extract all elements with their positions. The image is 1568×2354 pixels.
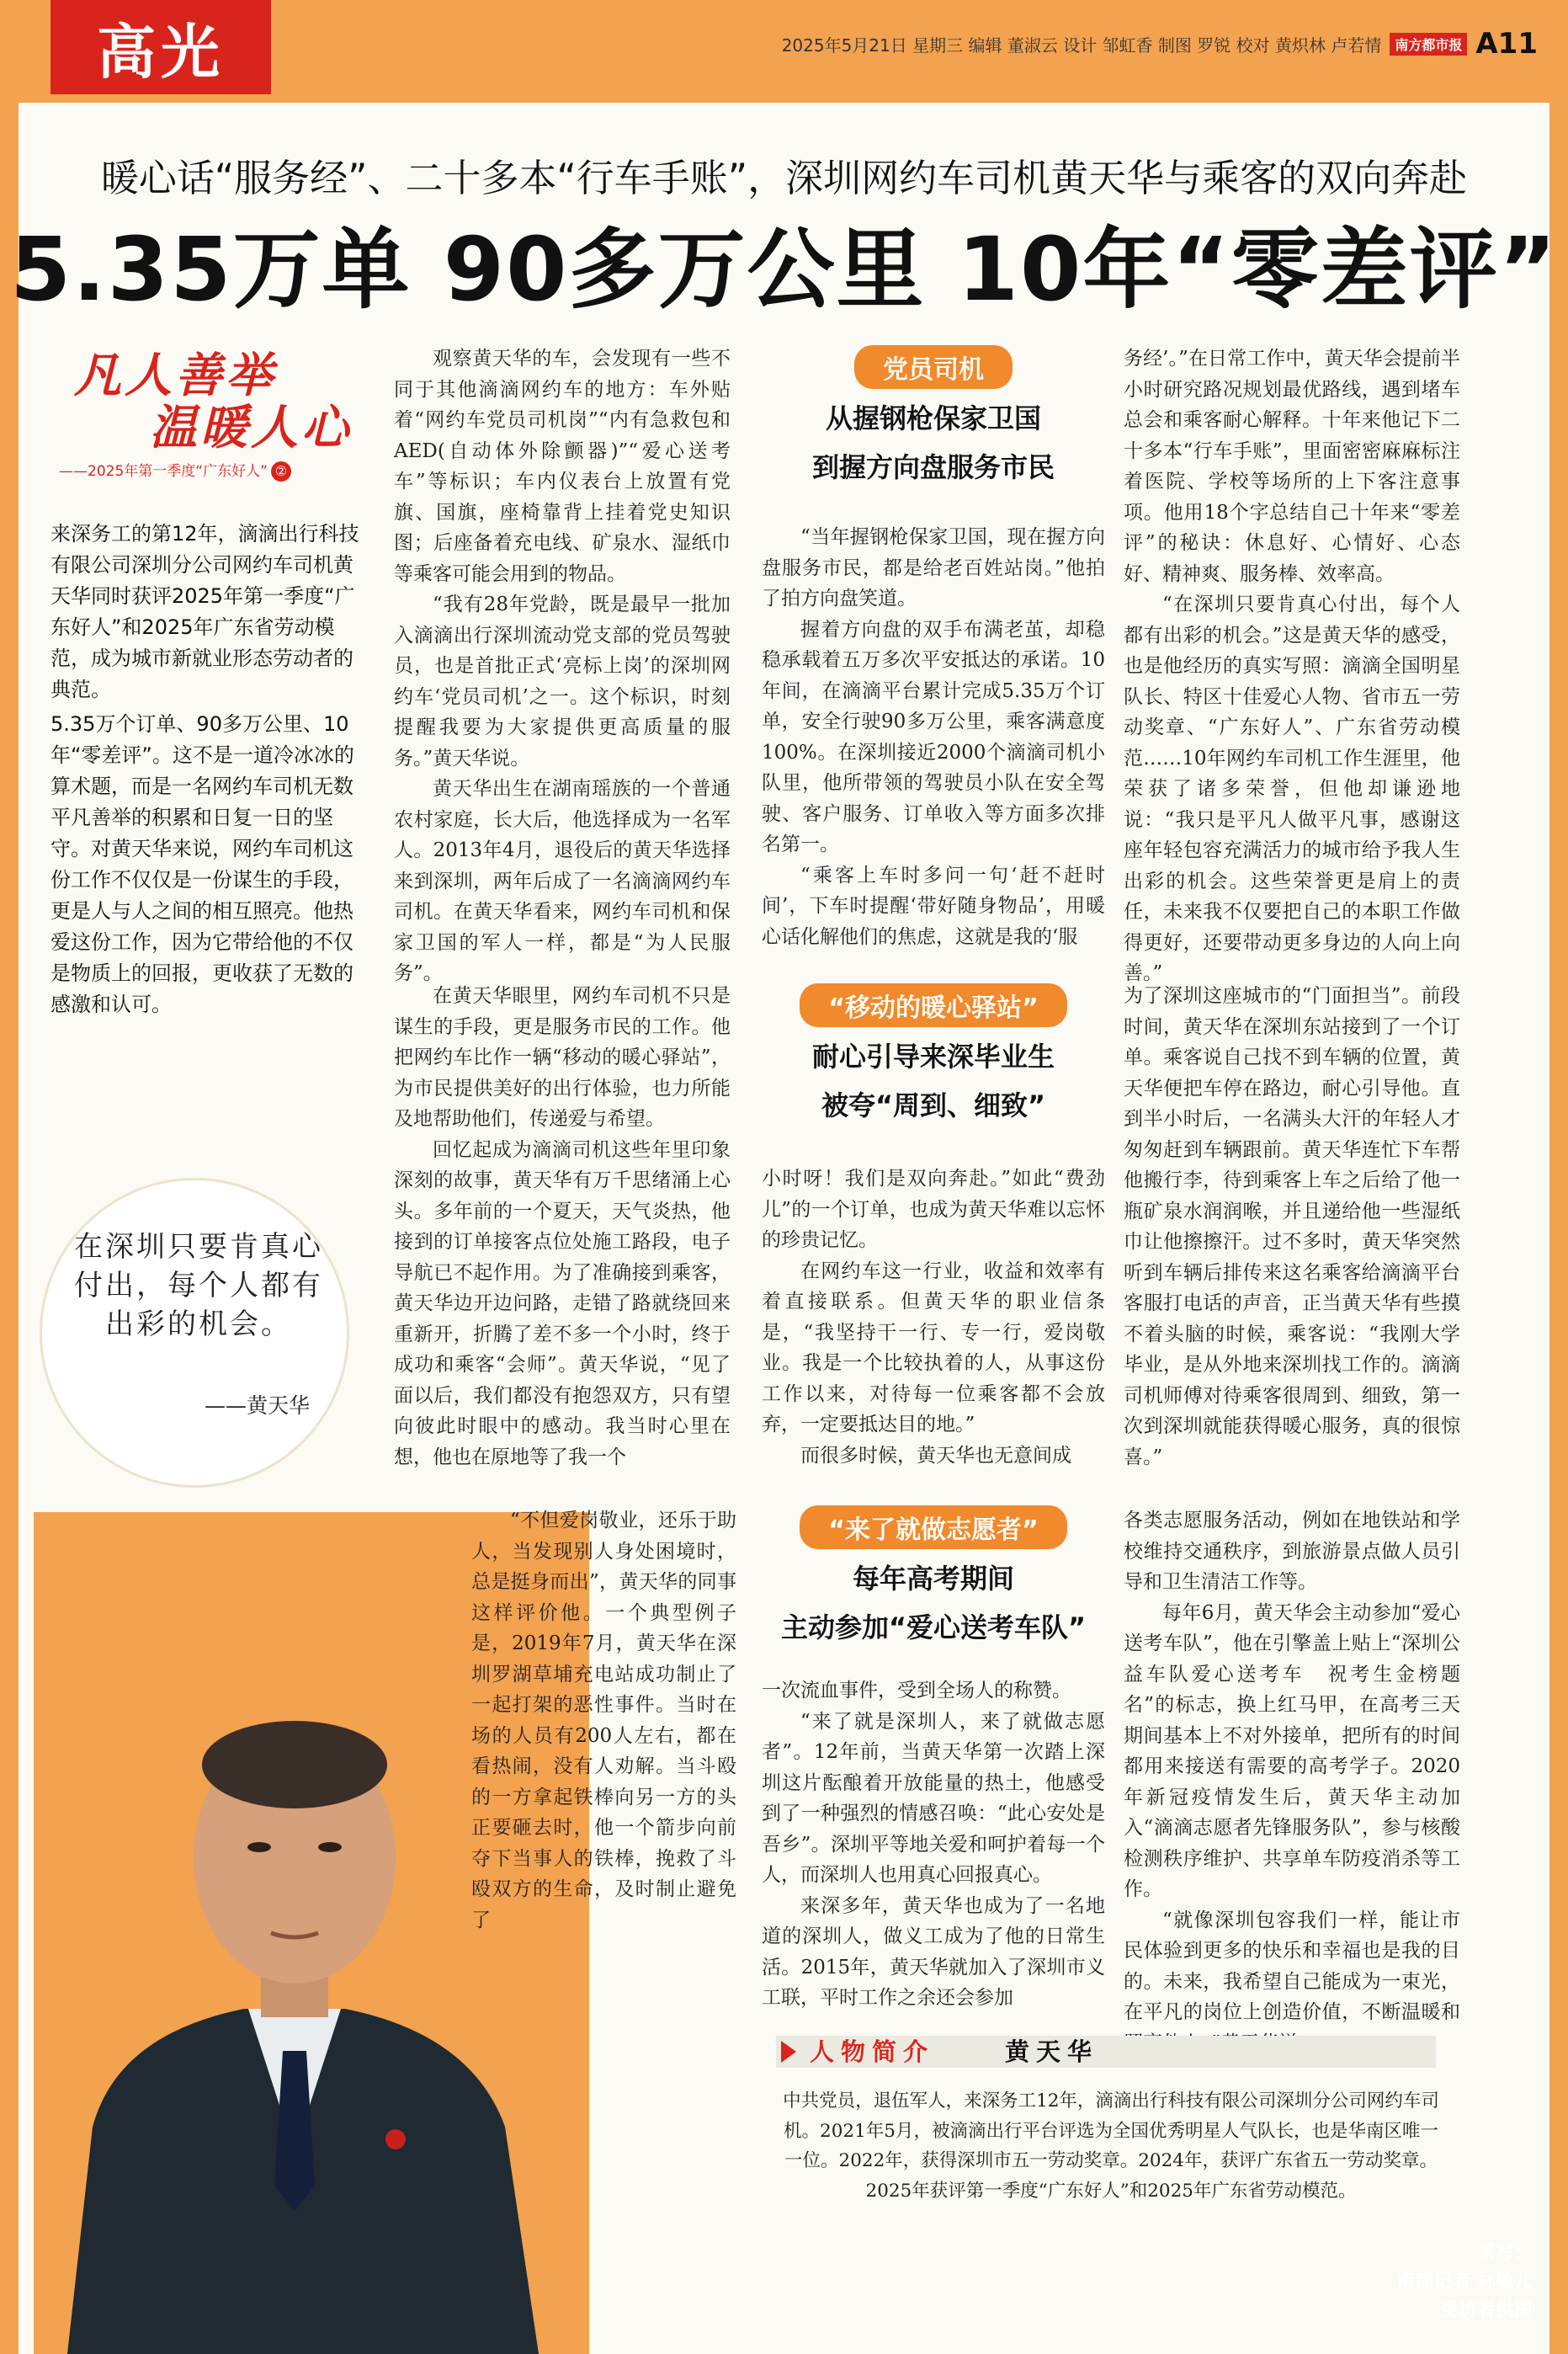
profile-header xyxy=(776,2036,1436,2068)
section-title-2b: 被夸“周到、细致” xyxy=(821,1089,1046,1121)
body-paragraph: 每年6月，黄天华会主动参加“爱心送考车队”，他在引擎盖上贴上“深圳公益车队爱心送考车 祝考生金榜题名”的标志，换上红马甲，在高考三天期间基本上不对外接单，把所有的时间都用来接送有需要的高考学子。2020年新冠疫情发生后，黄天华主动加入“滴滴志愿者先锋服务队”，参与核酸检测秩序维护、共享单车防疫消杀等工作。 xyxy=(1124,1601,1460,1900)
page-number: A11 xyxy=(1475,27,1538,61)
section-title-3b: 主动参加“爱心送考车队” xyxy=(780,1611,1087,1643)
body-paragraph: 为了深圳这座城市的“门面担当”。前段时间，黄天华在深圳东站接到了一个订单。乘客说自己找不到车辆的位置，黄天华便把车停在路边，耐心引导他。直到半小时后，一名满头大汗的年轻人才匆匆赶到车辆跟前。黄天华连忙下车帮他搬行李，待到乘客上车之后给了他一瓶矿泉水润润喉，并且递给他一些湿纸巾让他擦擦汗。过不多时，黄天华突然听到车辆后排传来这名乘客给滴滴平台客服打电话的声音，正当黄天华有些摸不着头脑的时候，乘客说：“我刚大学毕业，是从外地来深圳找工作的。滴滴司机师傅对待乘客很周到、细致，第一次到深圳就能获得暖心服务，真的很惊喜。” xyxy=(1124,985,1460,1468)
party-badge-icon xyxy=(385,2129,406,2149)
body-paragraph: 小时呀！我们是双向奔赴。”如此“费劲儿”的一个订单，也成为黄天华难以忘怀的珍贵记忆。 xyxy=(762,1168,1105,1251)
lead-paragraph: 来深务工的第12年，滴滴出行科技有限公司深圳分公司网约车司机黄天华同时获评2025年第一季度“广东好人”和2025年广东省劳动模范，成为城市新就业形态劳动者的典范。 xyxy=(50,522,359,701)
section-title-1b: 到握方向盘服务市民 xyxy=(811,451,1055,483)
series-logo xyxy=(50,338,362,490)
body-paragraph: “就像深圳包容我们一样，能让市民体验到更多的快乐和幸福也是我的目的。未来，我希望自己能成为一束光，在平凡的岗位上创造价值，不断温暖和 xyxy=(1124,1909,1460,2023)
body-paragraph: 观察黄天华的车，会发现有一些不同于其他滴滴网约车的地方：车外贴着“网约车党员司机岗”“内有急救包和AED(自动体外除颤器)”“爱心送考车”等标识；车内仪表台上放置有党旗、国旗，座椅靠背上挂着党史知识图；后座备着充电线、矿泉水、湿纸巾等乘客可能会用到的物品。 xyxy=(394,348,731,585)
body-column-2b xyxy=(394,981,731,1473)
article-subtitle: 暖心话“服务经”、二十多本“行车手账”，深圳网约车司机黄天华与乘客的双向奔赴 xyxy=(100,156,1468,200)
section-tag-3: “来了就做志愿者” xyxy=(800,1505,1066,1549)
lead-paragraphs xyxy=(50,519,362,1024)
series-line-2: 温暖人心 xyxy=(150,400,352,455)
series-line-1: 凡人善举 xyxy=(74,348,276,403)
body-paragraph: 握着方向盘的双手布满老茧，却稳稳承载着五万多次平安抵达的承诺。10年间，在滴滴平台累计完成5.35万个订单，安全行驶90多万公里，乘客满意度100%。在深圳接近2000个滴滴司机小队里，他所带领的驾驶员小队在安全驾驶、客户服务、订单收入等方面多次排名第一。 xyxy=(762,618,1105,855)
hair xyxy=(202,1721,387,1808)
credits-label: 采写： xyxy=(1476,2243,1533,2264)
body-paragraph: “当年握钢枪保家卫国，现在握方向盘服务市民，都是给老百姓站岗。”他拍了拍方向盘笑道。 xyxy=(762,526,1105,610)
pull-quote-text: 在深圳只要肯真心付出，每个人都有出彩的机会。 xyxy=(74,1230,323,1341)
body-column-3c xyxy=(762,1675,1105,2014)
body-paragraph: 而很多时候，黄天华也无意间成 xyxy=(800,1444,1071,1467)
body-paragraph: 务经’。”在日常工作中，黄天华会提前半小时研究路况规划最优路线，遇到堵车总会和乘客耐心解释。十年来他记下二十多本“行车手账”，里面密密麻麻标注着医院、学校等场所的上下客注意事项。他用18个字总结自己十年来“零差评”的秘诀：休息好、心情好、心态好、精神爽、服务棒、效率高。 xyxy=(1124,348,1460,585)
body-column-2a xyxy=(394,344,731,989)
credits xyxy=(1396,2239,1533,2325)
body-column-3a xyxy=(762,522,1105,952)
body-column-4a xyxy=(1124,344,1460,989)
body-paragraph: 各类志愿服务活动，例如在地铁站和学校维持交通秩序，到旅游景点做人员引导和卫生清洁工作等。 xyxy=(1124,1510,1460,1593)
body-paragraph: “乘客上车时多问一句‘赶不赶时间’，下车时提醒‘带好随身物品’，用暖心话化解他们的焦虑，这就是我的‘服 xyxy=(762,864,1105,948)
lead-paragraph: 5.35万个订单、90多万公里、10年“零差评”。这不是一道冷冰冰的算术题，而是一名网约车司机无数平凡善举的积累和日复一日的坚守。对黄天华来说，网约车司机这份工作不仅仅是一份谋生的手段，更是人与人之间的相互照亮。他热爱这份工作，因为它带给他的不仅是物质上的回报，更收获了无数的感激和认可。 xyxy=(50,712,354,1016)
body-column-2c xyxy=(471,1505,736,1936)
series-caption: ——2025年第一季度“广东好人” xyxy=(59,463,268,480)
body-paragraph: 回忆起成为滴滴司机这些年里印象深刻的故事，黄天华有万千思绪涌上心头。多年前的一个夏天，天气炎热，他接到的订单接客点位处施工路段，电子导航已不起作用。为了准确接到乘客，黄天华边开边问路，走错了路就绕回来重新开，折腾了差不多一个小时，终于成功和乘客“会师”。黄天华说，“见了面以后，我们都没有抱怨双方，只有望向彼此时眼中的感动。我当时心里在想，他也在原地等了我一个 xyxy=(394,1138,731,1468)
series-number-badge: ② xyxy=(271,461,291,482)
body-paragraph: 一次流血事件，受到全场人的称赞。 xyxy=(762,1680,1071,1702)
section-title-2a: 耐心引导来深毕业生 xyxy=(811,1041,1055,1073)
body-paragraph: “不但爱岗敬业，还乐于助人，当发现别人身处困境时，总是挺身而出”，黄天华的同事这样评价他。一个典型例子是，2019年7月，黄天华在深圳罗湖草埔充电站成功制止了一起打架的恶性事件。当时在场的人员有200人左右，都在看热闹，没有人劝解。当斗殴的一方拿起铁棒向另一方的头正要砸去时，他一个箭步向前夺下当事人的铁棒，挽救了斗殴双方的生命，及时制止避免了 xyxy=(471,1510,736,1931)
dateline xyxy=(782,27,1538,61)
section-header-2 xyxy=(753,983,1114,1125)
section-tag-2: “移动的暖心驿站” xyxy=(800,983,1066,1027)
credits-reporter: 南都记者 林敏儿 xyxy=(1396,2271,1533,2293)
body-paragraph: “我有28年党龄，既是最早一批加入滴滴出行深圳流动党支部的党员驾驶员，也是首批正式‘亮标上岗’的深圳网约车‘党员司机’之一。这个标识，时刻提醒我要为大家提供更高质量的服务。”黄天华说。 xyxy=(394,594,731,770)
newspaper-logo: 南方都市报 xyxy=(1390,33,1467,56)
triangle-marker-icon xyxy=(781,2041,796,2063)
body-paragraph: “在深圳只要肯真心付出，每个人都有出彩的机会。”这是黄天华的感受，也是他经历的真实写照：滴滴全国明星队长、特区十佳爱心人物、省市五一劳动奖章、“广东好人”、广东省劳动模范……10年网约车司机工作生涯里，他荣获了诸多荣誉，但他却谦逊地说：“我只是平凡人做平凡事，感谢这座年轻包容充满活力的城市给予我人生出彩的机会。这些荣誉更是肩上的责任，未来我不仅要把自己的本职工作做得更好，还要带动更多身边的人向上向善。” xyxy=(1124,594,1460,984)
section-title-1a: 从握钢枪保家卫国 xyxy=(825,402,1041,434)
body-column-4b xyxy=(1124,981,1460,1473)
profile-text: 中共党员，退伍军人，来深务工12年，滴滴出行科技有限公司深圳分公司网约车司机。2021年5月，被滴滴出行平台评选为全国优秀明星人气队长，也是华南区唯一一位。2022年，获得深圳市五一劳动奖章。2024年，获评广东省五一劳动奖章。2025年获评第一季度“广东好人”和2025年广东省劳动模范。 xyxy=(783,2090,1439,2202)
body-column-3b xyxy=(762,1164,1105,1471)
profile-name: 黄天华 xyxy=(1005,2037,1099,2066)
section-title-3a: 每年高考期间 xyxy=(852,1563,1014,1595)
body-paragraph: 来深多年，黄天华也成为了一名地道的深圳人，做义工成为了他的日常生活。2015年，黄天华就加入了深圳市义工联，平时工作之余还会参加 xyxy=(762,1894,1105,2009)
section-tag-1: 党员司机 xyxy=(854,345,1013,389)
section-tag: 高光 xyxy=(50,0,271,94)
profile-label: 人物简介 xyxy=(810,2037,935,2066)
right-eye xyxy=(318,1842,342,1852)
article-headline: 5.35万单 90多万公里 10年“零差评” xyxy=(9,218,1559,321)
left-eye xyxy=(247,1842,271,1852)
body-paragraph: 黄天华出生在湖南瑶族的一个普通农村家庭，长大后，他选择成为一名军人。2013年4月，退役后的黄天华选择来到深圳，两年后成了一名滴滴网约车司机。在黄天华看来，网约车司机和保家卫国的军人一样，都是“为人民服务”。 xyxy=(394,778,731,984)
series-line-3 xyxy=(59,459,345,482)
body-paragraph: 在网约车这一行业，收益和效率有着直接联系。但黄天华的职业信条是，“我坚持干一行、专一行，爱岗敬业。我是一个比较执着的人，从事这份工作以来，对待每一位乘客都不会放弃，一定要抵达目的地。” xyxy=(762,1260,1105,1435)
dateline-text: 2025年5月21日 星期三 编辑 董淑云 设计 邹虹香 制图 罗锐 校对 黄炽林 卢若情 xyxy=(781,35,1382,56)
section-header-3 xyxy=(753,1505,1114,1647)
section-header-1 xyxy=(753,345,1114,487)
pull-quote xyxy=(42,1180,347,1485)
body-paragraph: 在黄天华眼里，网约车司机不只是谋生的手段，更是服务市民的工作。他把网约车比作一辆“移动的暖心驿站”，为市民提供美好的出行体验，也力所能及地帮助他们，传递爱与希望。 xyxy=(394,985,731,1130)
body-paragraph: “来了就是深圳人，来了就做志愿者”。12年前，当黄天华第一次踏上深圳这片酝酿着开放能量的热土，他感受到了一种强烈的情感召唤：“此心安处是吾乡”。深圳平等地关爱和呵护着每一个人，而深圳人也用真心回报真心。 xyxy=(762,1710,1105,1886)
credits-photo: 受访者供图 xyxy=(1439,2300,1533,2321)
body-column-4c xyxy=(1124,1505,1460,2058)
pull-quote-author: ——黄天华 xyxy=(204,1393,310,1418)
